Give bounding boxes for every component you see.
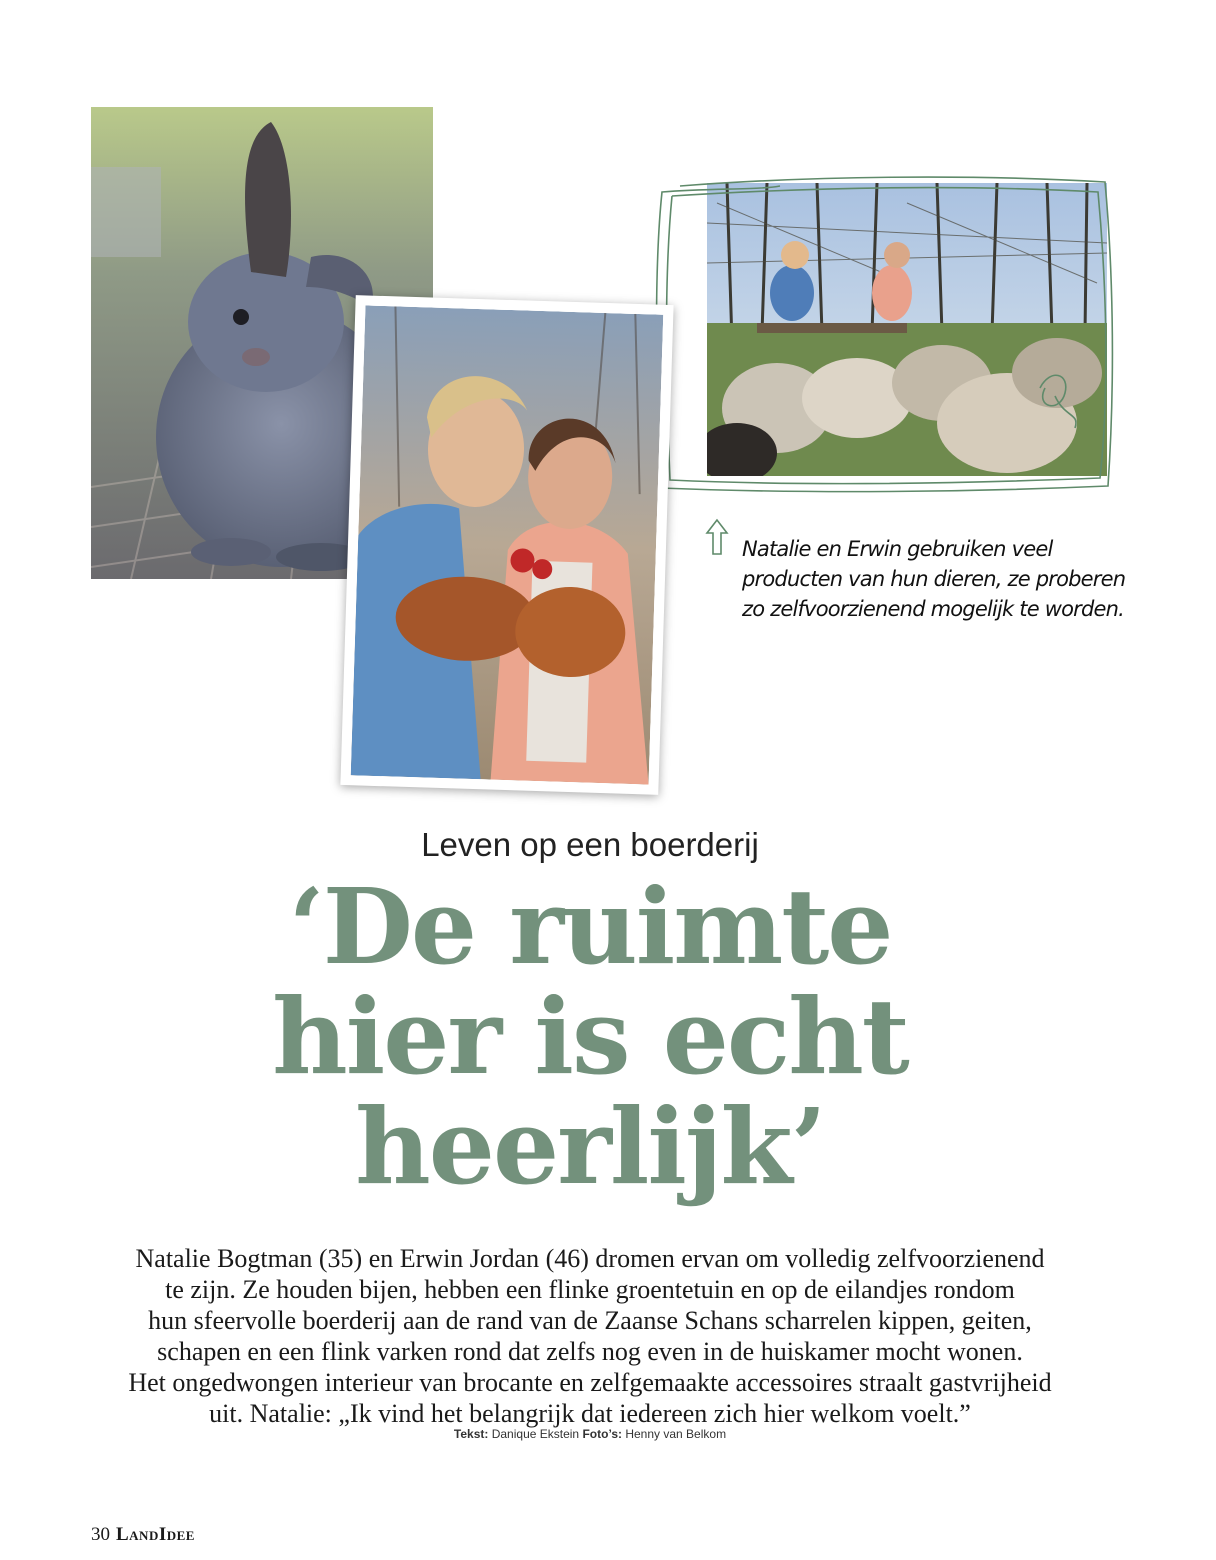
- intro-line: te zijn. Ze houden bijen, hebben een flinke groentetuin en op de eilandjes rondom: [165, 1275, 1015, 1304]
- credit-photo-label: Foto’s:: [582, 1427, 622, 1441]
- headline-line: heerlijk’: [355, 1085, 825, 1208]
- magazine-name: LandIdee: [116, 1524, 195, 1545]
- caption-line: Natalie en Erwin gebruiken veel: [742, 537, 1053, 561]
- caption-line: zo zelfvoorzienend mogelijk te worden.: [742, 597, 1125, 621]
- article-headline: [0, 865, 1180, 1208]
- page-number: 30: [91, 1524, 110, 1545]
- article-kicker: Leven op een boerderij: [421, 826, 759, 863]
- page-folio: [91, 1524, 195, 1546]
- headline-line: hier is echt: [272, 975, 908, 1098]
- intro-line: Natalie Bogtman (35) en Erwin Jordan (46) dromen ervan om volledig zelfvoorzienend: [135, 1244, 1045, 1273]
- article-credits: [0, 1427, 1180, 1441]
- credit-photo-name: Henny van Belkom: [625, 1427, 727, 1441]
- credit-text-label: Tekst:: [453, 1427, 489, 1441]
- intro-line: hun sfeervolle boerderij aan de rand van de Zaanse Schans scharrelen kippen, geiten,: [148, 1306, 1032, 1335]
- credit-text-name: Danique Ekstein: [491, 1427, 580, 1441]
- sheep-illustration: [707, 183, 1107, 476]
- sheep-picnic-photo: [707, 183, 1107, 476]
- couple-photo: [340, 295, 673, 795]
- couple-illustration: [351, 305, 664, 784]
- intro-line: schapen en een flink varken rond dat zelfs nog even in de huiskamer mocht wonen.: [157, 1337, 1023, 1366]
- headline-line: ‘De ruimte: [288, 865, 892, 988]
- intro-line: Het ongedwongen interieur van brocante en zelfgemaakte accessoires straalt gastvrijheid: [128, 1368, 1052, 1397]
- article-intro: [70, 1243, 1110, 1429]
- up-arrow-icon: [704, 517, 730, 557]
- photo-caption: [742, 534, 1142, 624]
- intro-line: uit. Natalie: „Ik vind het belangrijk dat iedereen zich hier welkom voelt.”: [209, 1399, 971, 1428]
- caption-line: producten van hun dieren, ze proberen: [742, 567, 1126, 591]
